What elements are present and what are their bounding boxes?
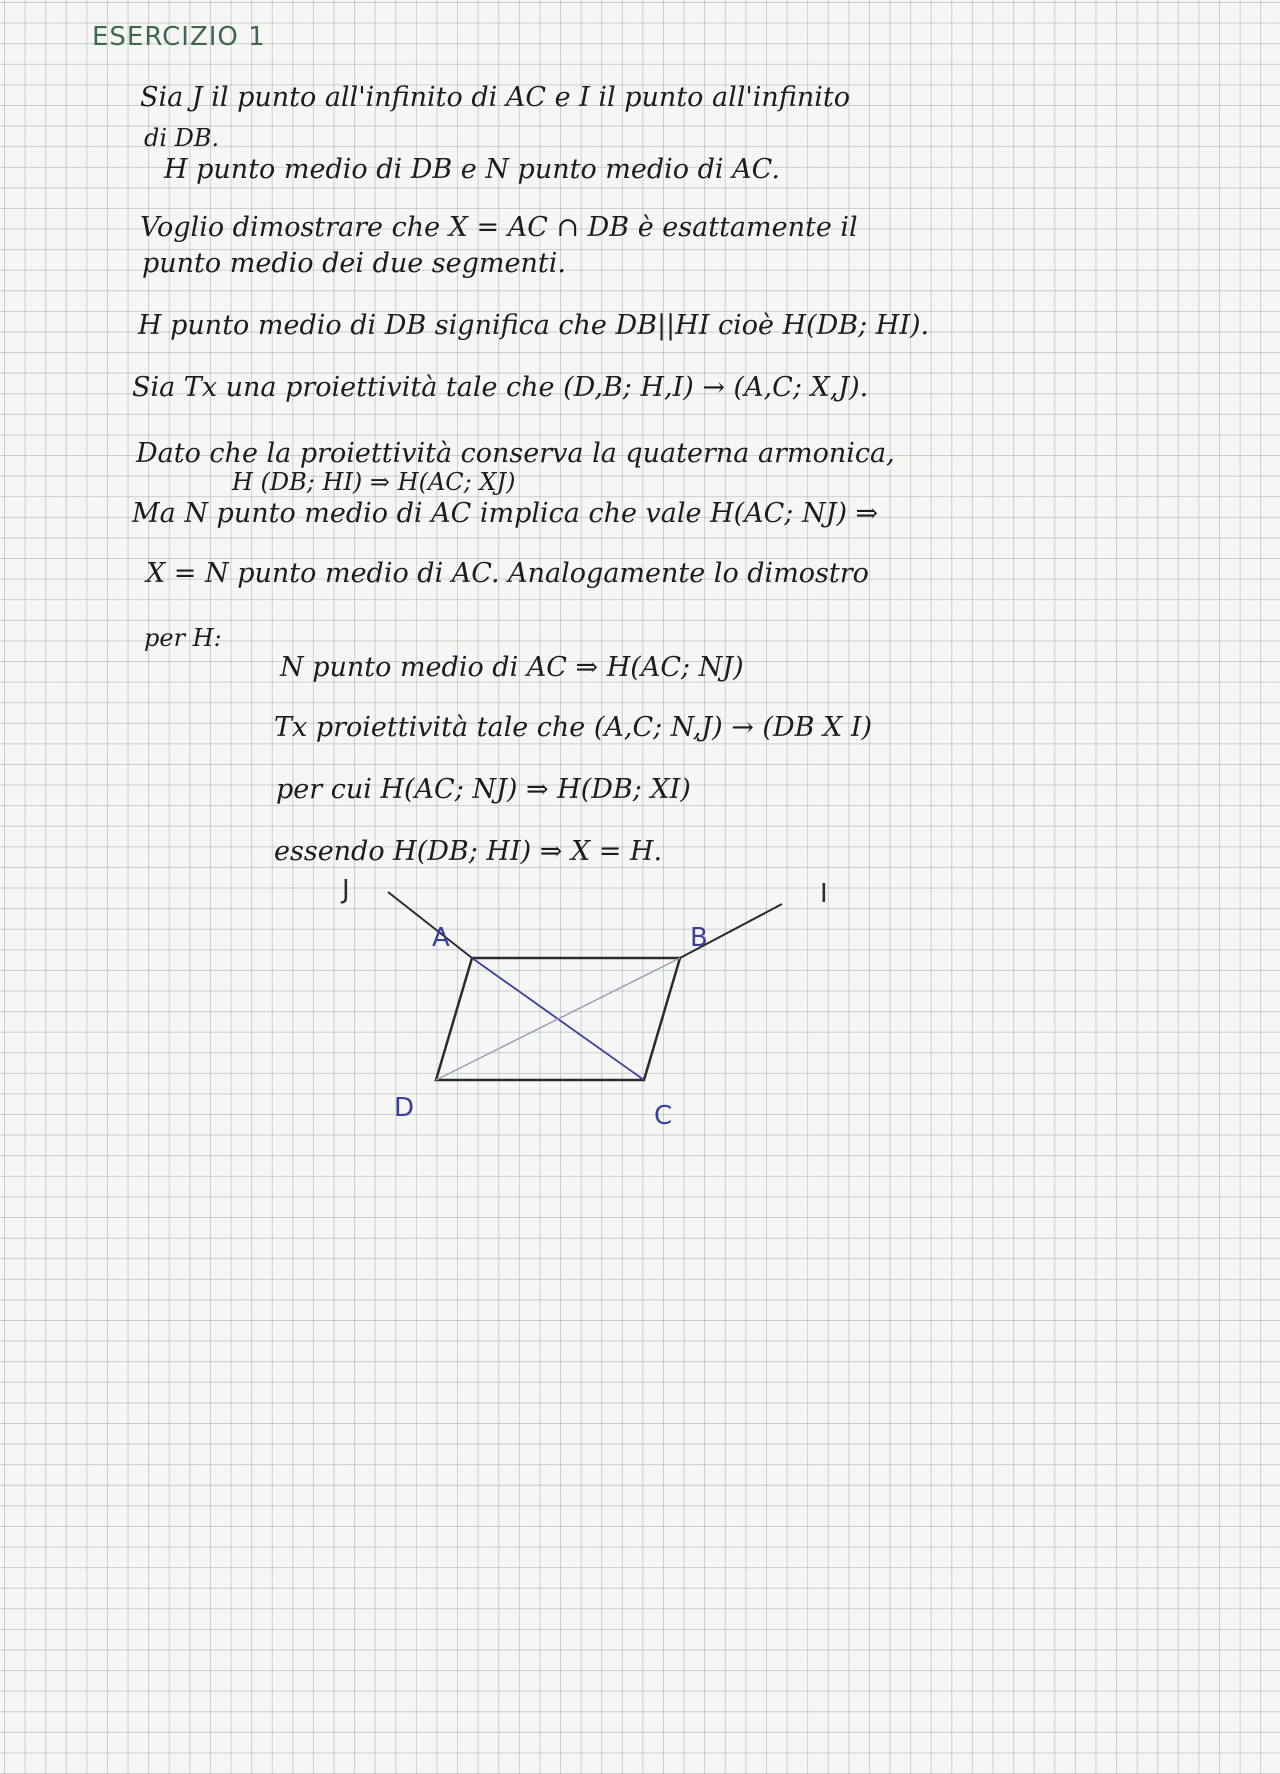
text-line-10: Ma N punto medio di AC implica che vale H(AC; NJ) ⇒	[132, 498, 879, 529]
text-line-15: per cui H(AC; NJ) ⇒ H(DB; XI)	[276, 774, 691, 805]
line-to-J	[388, 892, 472, 958]
point-label-J: J	[342, 875, 350, 905]
text-line-11: X = N punto medio di AC. Analogamente lo dimostro	[146, 558, 869, 589]
text-line-16: essendo H(DB; HI) ⇒ X = H.	[274, 836, 663, 867]
text-line-14: Tx proiettività tale che (A,C; N,J) → (DB X I)	[274, 712, 873, 743]
text-line-3: H punto medio di DB e N punto medio di AC.	[164, 154, 780, 185]
text-line-2: di DB.	[144, 124, 220, 152]
point-label-C: C	[654, 1101, 673, 1131]
point-label-A: A	[432, 923, 450, 953]
text-line-5: punto medio dei due segmenti.	[142, 248, 566, 279]
text-line-7: Sia Tx una proiettività tale che (D,B; H,I) → (A,C; X,J).	[132, 372, 869, 403]
text-line-9: H (DB; HI) ⇒ H(AC; XJ)	[232, 468, 516, 496]
text-line-6: H punto medio di DB significa che DB||HI cioè H(DB; HI).	[138, 310, 930, 341]
point-label-B: B	[690, 923, 708, 953]
point-label-I: I	[820, 879, 828, 909]
diagonal-DB	[436, 958, 680, 1080]
text-line-4: Voglio dimostrare che X = AC ∩ DB è esattamente il	[140, 212, 858, 243]
text-line-13: N punto medio di AC ⇒ H(AC; NJ)	[280, 652, 744, 683]
exercise-title: ESERCIZIO 1	[92, 22, 266, 52]
text-line-1: Sia J il punto all'infinito di AC e I il punto all'infinito	[140, 82, 850, 113]
text-line-12: per H:	[144, 624, 222, 652]
point-label-D: D	[394, 1093, 415, 1123]
text-line-8: Dato che la proiettività conserva la quaterna armonica,	[136, 438, 895, 469]
